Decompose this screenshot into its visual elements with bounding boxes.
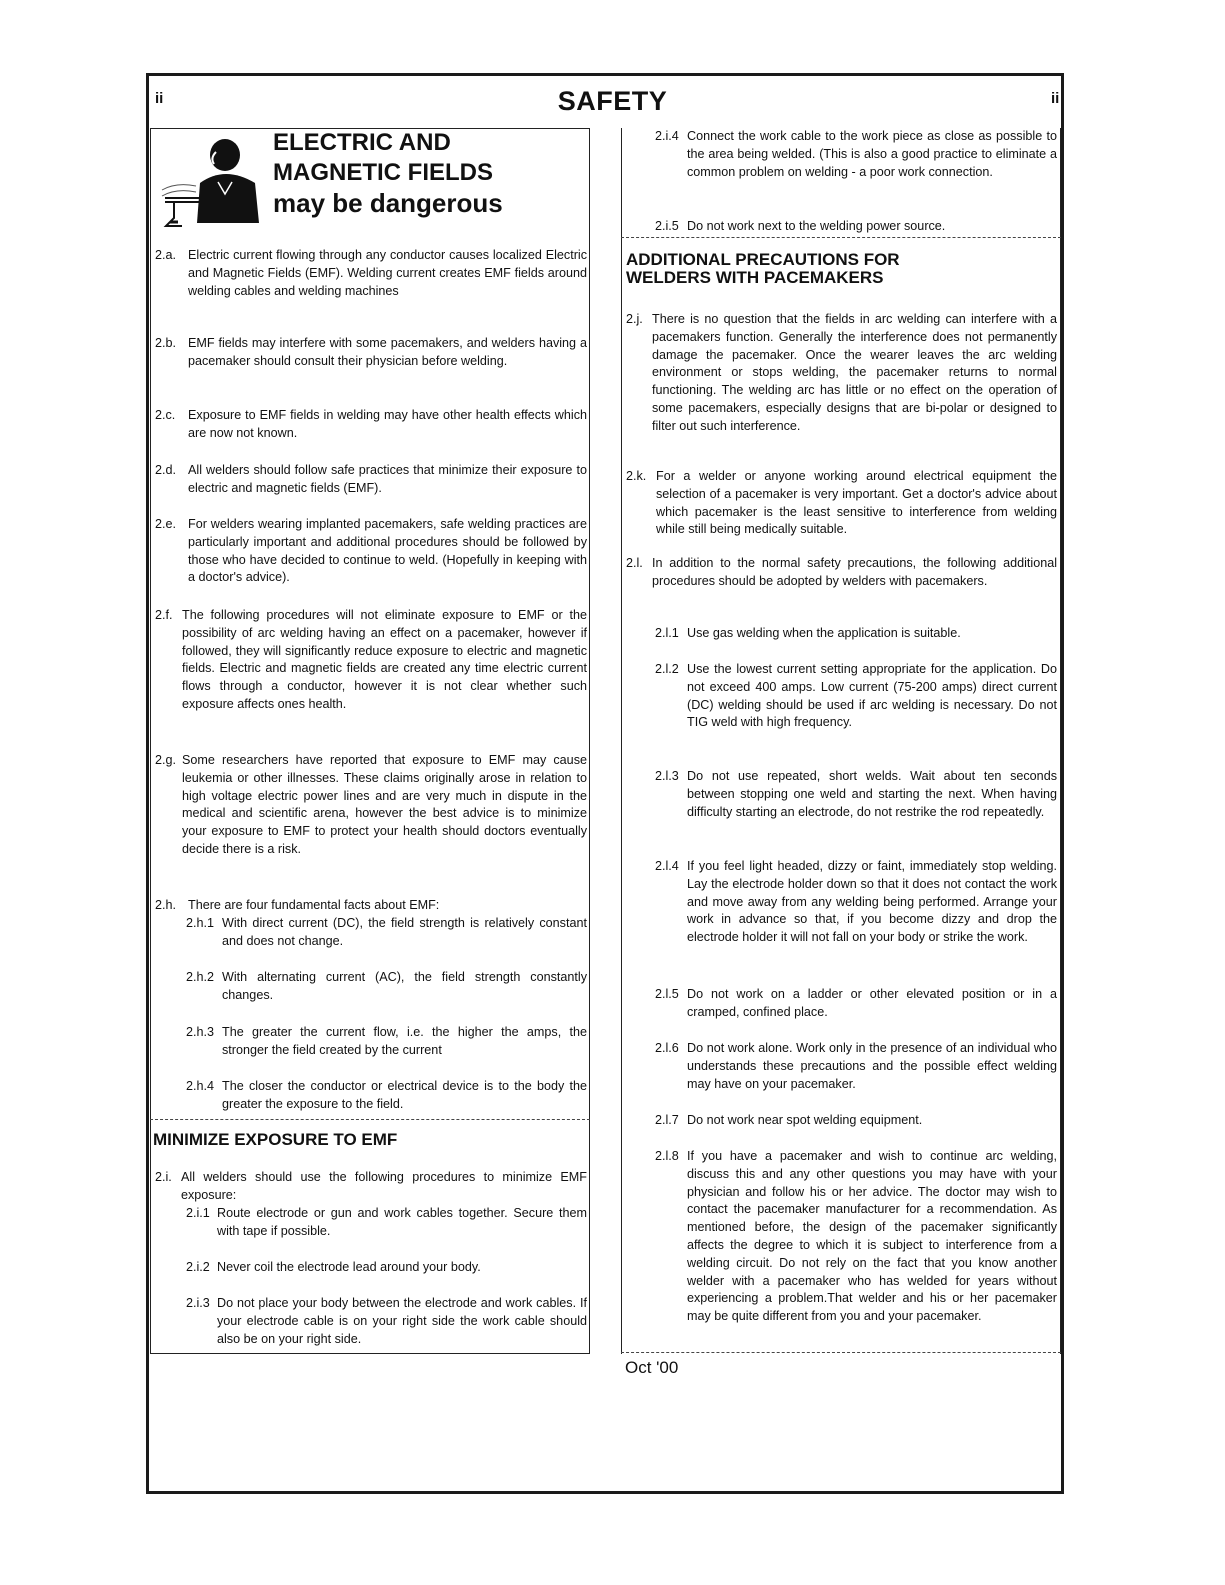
hazard-title: ELECTRIC AND MAGNETIC FIELDS may be dangerous [273, 129, 503, 218]
list-item: 2.l.1 Use gas welding when the application is suitable. [655, 626, 961, 640]
list-item: 2.i. All welders should use the following procedures to minimize EMF exposure: [155, 1170, 587, 1202]
list-item: 2.l.5 Do not work on a ladder or other elevated position or in a cramped, confined place. [655, 987, 1057, 1019]
list-item: 2.i.1 Route electrode or gun and work cables together. Secure them with tape if possible. [186, 1206, 587, 1238]
list-item: 2.k. For a welder or anyone working around electrical equipment the selection of a pacemaker is very important. Get a doctor's advice about which pacemaker is the least sensitive to interference from welding while still being medically suitable. [626, 469, 1057, 537]
page-number-left: ii [155, 90, 164, 107]
list-item: 2.b. EMF fields may interfere with some pacemakers, and welders having a pacemaker should consult their physician before welding. [155, 336, 587, 368]
list-item: 2.l.3 Do not use repeated, short welds. Wait about ten seconds between stopping one weld and starting the next. When having difficulty starting an electrode, do not restrike the rod repeatedly. [655, 769, 1057, 819]
list-item: 2.g. Some researchers have reported that exposure to EMF may cause leukemia or other illnesses. These claims originally arose in relation to high voltage electric power lines and are very much in dispute in the medical and scientific arena, however the best advice is to minimize your exposure to EMF to protect your health should doctors eventually decide there is a risk. [155, 753, 587, 856]
page-number-right: ii [1051, 90, 1060, 107]
list-item: 2.a. Electric current flowing through any conductor causes localized Electric and Magnetic Fields (EMF). Welding current creates EMF fields around welding cables and welding machines [155, 248, 587, 298]
list-item: 2.i.5 Do not work next to the welding power source. [655, 219, 946, 233]
section-divider [150, 1119, 590, 1120]
list-item: 2.l.2 Use the lowest current setting appropriate for the application. Do not exceed 400 amps. Low current (75-200 amps) direct current (DC) welding should be used if arc welding is necessary. Do not TIG weld with high frequency. [655, 662, 1057, 730]
list-item: 2.i.2 Never coil the electrode lead around your body. [186, 1260, 481, 1274]
list-item: 2.h.4 The closer the conductor or electrical device is to the body the greater the exposure to the field. [186, 1079, 587, 1111]
list-item: 2.i.4 Connect the work cable to the work piece as close as possible to the area being welded. (This is also a good practice to eliminate a common problem on welding - a poor work connection. [655, 129, 1057, 179]
revision-date: Oct '00 [625, 1358, 679, 1377]
list-item: 2.l. In addition to the normal safety precautions, the following additional procedures should be adopted by welders with pacemakers. [626, 556, 1057, 588]
list-item: 2.d. All welders should follow safe practices that minimize their exposure to electric and magnetic fields (EMF). [155, 463, 587, 495]
list-item: 2.h.1 With direct current (DC), the field strength is relatively constant and does not change. [186, 916, 587, 948]
welder-emf-icon [160, 138, 265, 230]
list-item: 2.l.6 Do not work alone. Work only in the presence of an individual who understands these precautions and the possible effect welding may have on your pacemaker. [655, 1041, 1057, 1091]
section-heading: ADDITIONAL PRECAUTIONS FOR WELDERS WITH PACEMAKERS [626, 250, 900, 287]
list-item: 2.h.3 The greater the current flow, i.e. the higher the amps, the stronger the field created by the current [186, 1025, 587, 1057]
page-title: SAFETY [557, 86, 668, 116]
list-item: 2.f. The following procedures will not eliminate exposure to EMF or the possibility of arc welding having an effect on a pacemaker, however if followed, they will significantly reduce exposure to electric and magnetic fields. Electric and magnetic fields are created any time electric current flows through a conductor, however it is not clear whether such exposure affects ones health. [155, 608, 587, 711]
list-item: 2.h. There are four fundamental facts about EMF: [155, 898, 440, 912]
section-divider [621, 1352, 1061, 1353]
section-heading: MINIMIZE EXPOSURE TO EMF [153, 1130, 398, 1149]
list-item: 2.l.7 Do not work near spot welding equipment. [655, 1113, 923, 1127]
list-item: 2.c. Exposure to EMF fields in welding may have other health effects which are now not known. [155, 408, 587, 440]
list-item: 2.h.2 With alternating current (AC), the field strength constantly changes. [186, 970, 587, 1002]
section-divider [621, 237, 1061, 238]
list-item: 2.l.4 If you feel light headed, dizzy or faint, immediately stop welding. Lay the electrode holder down so that it does not contact the work and move away from any welding being performed. Arrange your work in advance so that, if you become dizzy and drop the electrode holder it will not fall on your body or strike the work. [655, 859, 1057, 945]
list-item: 2.e. For welders wearing implanted pacemakers, safe welding practices are particularly important and additional procedures should be followed by those who have decided to continue to weld. (Hopefully in keeping with a doctor's advice). [155, 517, 587, 585]
list-item: 2.j. There is no question that the fields in arc welding can interfere with a pacemakers function. Generally the interference does not permanently damage the pacemaker. Once the wearer leaves the arc welding environment or stops welding, the pacemaker returns to normal functioning. The welding arc has little or no effect on the operation of some pacemakers, especially designs that are bi-polar or designed to filter out such interference. [626, 312, 1057, 433]
list-item: 2.i.3 Do not place your body between the electrode and work cables. If your electrode cable is on your right side the work cable should also be on your right side. [186, 1296, 587, 1346]
list-item: 2.l.8 If you have a pacemaker and wish to continue arc welding, discuss this and any other questions you may have with your physician and follow his or her advice. The doctor may wish to contact the pacemaker manufacturer for a recommendation. As mentioned before, the design of the pacemaker significantly affects the degree to which it is subject to interference from a welding circuit. Do not rely on the fact that you know another welder with a pacemaker who has welded for years without experiencing a problem.That welder and his or her pacemaker may be quite different from you and your pacemaker. [655, 1149, 1057, 1324]
